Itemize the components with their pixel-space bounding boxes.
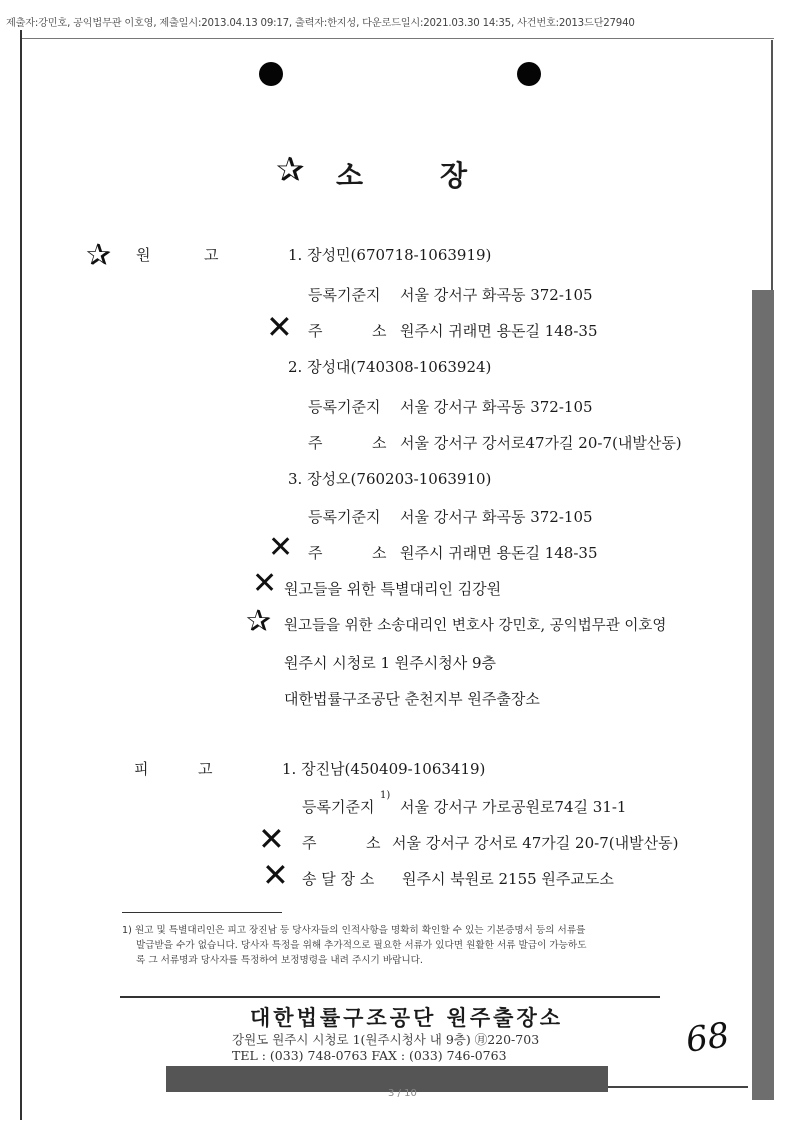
plaintiff-2-addr-label-2: 소 [372,434,387,452]
title-char-1: 소 [336,159,364,192]
plaintiff-1-reg-value: 서울 강서구 화곡동 372-105 [400,286,593,304]
punch-hole-right [517,62,541,86]
footnote-divider [122,912,282,913]
plaintiff-3-addr-label-2: 소 [372,544,387,562]
defendant-addr-value: 서울 강서구 강서로 47가길 20-7(내발산동) [392,834,679,852]
defendant-addr-label-2: 소 [366,834,381,852]
plaintiff-2-name: 2. 장성대(740308-1063924) [288,358,492,376]
footer-bottom-line [608,1086,748,1088]
footnote-line-1: 1) 원고 및 특별대리인은 피고 장진남 등 당사자들의 인적사항을 명확히 확인할 수 있는 기본증명서 등의 서류를 [122,925,586,936]
defendant-delivery-value: 원주시 북원로 2155 원주교도소 [402,870,614,888]
footnote-line-3: 록 그 서류명과 당사자를 특정하여 보정명령을 내려 주시기 바랍니다. [136,955,423,966]
defendant-delivery-label: 송 달 장 소 [302,870,375,888]
cross-mark-icon: ✕ [262,856,289,894]
plaintiff-2-reg-label: 등록기준지 [308,398,381,416]
defendant-reg-label: 등록기준지 [302,798,375,816]
punch-hole-left [259,62,283,86]
title-char-2: 장 [440,159,468,192]
plaintiff-1-reg-label: 등록기준지 [308,286,381,304]
header-divider [20,38,774,39]
footnote-ref: 1) [380,790,391,801]
plaintiff-1-addr-label-2: 소 [372,322,387,340]
footer-divider [120,996,660,998]
footer-shadow-bar [166,1066,608,1092]
defendant-label-2: 고 [198,760,213,778]
defendant-addr-label-1: 주 [302,834,317,852]
cross-mark-icon: ✕ [268,530,294,565]
plaintiff-2-addr-value: 서울 강서구 강서로47가길 20-7(내발산동) [400,434,682,452]
defendant-name: 1. 장진남(450409-1063419) [282,760,486,778]
plaintiff-3-name: 3. 장성오(760203-1063910) [288,470,492,488]
plaintiff-2-reg-value: 서울 강서구 화곡동 372-105 [400,398,593,416]
defendant-reg-value: 서울 강서구 가로공원로74길 31-1 [400,798,627,816]
page-number: 3 / 10 [388,1088,417,1099]
cross-mark-icon: ✕ [258,820,285,858]
agent-address: 원주시 시청로 1 원주시청사 9층 [284,654,497,672]
handwritten-number: 68 [683,1015,732,1061]
left-border-line [20,30,22,1120]
document-title [0,152,800,192]
defendant-label-1: 피 [134,760,149,778]
star-check-mark-icon: ✰ [276,150,305,190]
plaintiff-3-reg-value: 서울 강서구 화곡동 372-105 [400,508,593,526]
submission-meta-line: 제출자:강민호, 공익법무관 이호영, 제출일시:2013.04.13 09:17, 출력자:한지성, 다운로드일시:2021.03.30 14:35, 사건번호:2013드단27940 [6,18,635,29]
footnote-line-2: 발급받을 수가 없습니다. 당사자 특정을 위해 추가적으로 필요한 서류가 있다면 원활한 서류 발급이 가능하도 [136,940,587,951]
plaintiff-label-1: 원 [136,246,151,264]
special-agent: 원고들을 위한 특별대리인 김강원 [284,580,502,598]
scan-shadow-bar [752,290,774,1100]
cross-mark-icon: ✕ [252,566,278,601]
plaintiff-1-addr-value: 원주시 귀래면 용돈길 148-35 [400,322,598,340]
litigation-agent: 원고들을 위한 소송대리인 변호사 강민호, 공익법무관 이호영 [284,618,667,634]
footer-address: 강원도 원주시 시청로 1(원주시청사 내 9층) ㊊220-703 [232,1032,540,1047]
footer-org-name: 대한법률구조공단 원주출장소 [250,1005,564,1030]
plaintiff-label-2: 고 [204,246,219,264]
plaintiff-1-name: 1. 장성민(670718-1063919) [288,246,492,264]
plaintiff-3-addr-value: 원주시 귀래면 용돈길 148-35 [400,544,598,562]
plaintiff-3-reg-label: 등록기준지 [308,508,381,526]
star-check-mark-icon: ✰ [86,238,112,273]
star-check-mark-icon: ✰ [246,604,272,639]
plaintiff-3-addr-label-1: 주 [308,544,323,562]
agent-office: 대한법률구조공단 춘천지부 원주출장소 [284,690,540,708]
plaintiff-2-addr-label-1: 주 [308,434,323,452]
footer-tel-fax: TEL : (033) 748-0763 FAX : (033) 746-0763 [232,1048,507,1063]
cross-mark-icon: ✕ [266,308,293,346]
plaintiff-1-addr-label-1: 주 [308,322,323,340]
